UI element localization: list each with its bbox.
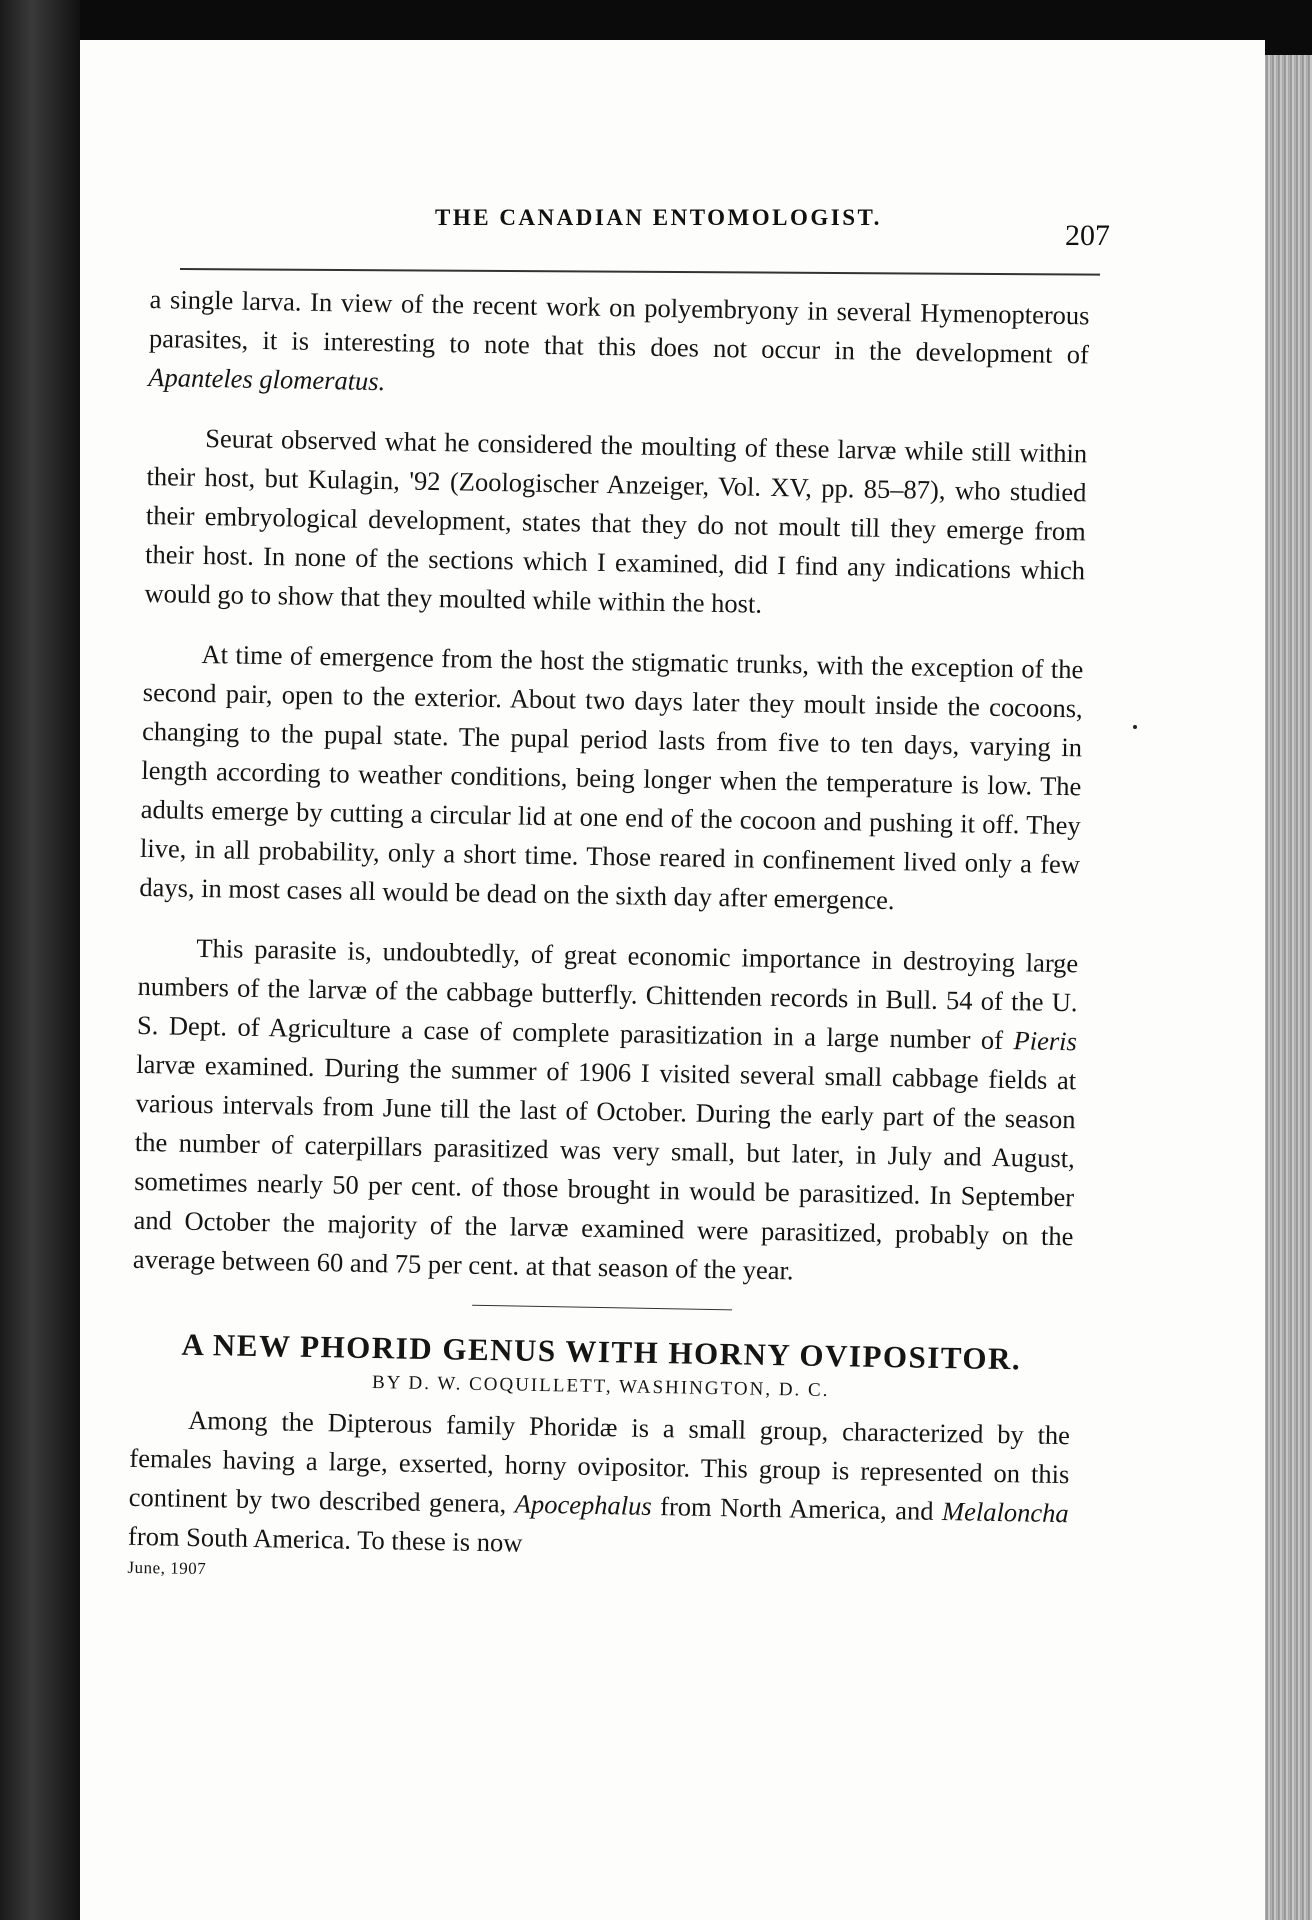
article-text-c: from South America. To these is now (127, 1520, 523, 1558)
page-edges (1265, 55, 1312, 1920)
article-text-a: Among the Dipterous family Phoridæ is a small group, characterized by the females having a large, exserted, horny ovipositor. This group is represented on this continent by two described genera, (128, 1404, 1071, 1519)
genus-name-apocephalus: Apocephalus (514, 1488, 652, 1521)
article-text-b: from North America, and (651, 1490, 943, 1527)
ink-speck (1133, 725, 1137, 729)
genus-name-melaloncha: Melaloncha (941, 1496, 1069, 1529)
running-title: THE CANADIAN ENTOMOLOGIST. (435, 205, 882, 230)
page-body (127, 280, 1090, 1594)
paragraph-1 (148, 280, 1090, 413)
paragraph-4 (133, 928, 1079, 1295)
page-number: 207 (1065, 219, 1110, 252)
article-paragraph-1 (128, 1400, 1071, 1572)
paragraph-4-text-a: This parasite is, undoubtedly, of great economic importance in destroying large numbers of the larvæ of the cabbage butterfly. Chittenden records in Bull. 54 of the U. S. Dept. of Agriculture a case of complete parasitization in a large number of (136, 932, 1079, 1056)
section-separator (472, 1305, 732, 1311)
paragraph-4-text-b: larvæ examined. During the summer of 1906 I visited several small cabbage fields at various intervals from June till the last of October. During the early part of the season the number of caterpillars parasitized was very small, but later, in July and August, sometimes nearly 50 per cent. of those brought in would be parasitized. In September and October the majority of the larvæ examined were parasitized, probably on the average between 60 and 75 per cent. at that season of the year. (132, 1048, 1077, 1286)
paragraph-3: At time of emergence from the host the stigmatic trunks, with the exception of the second pair, open to the exterior. About two days later they moult inside the cocoons, changing to the pupal state. The pupal period lasts from five to ten days, varying in length according to weather conditions, being longer when the temperature is low. The adults emerge by cutting a circular lid at one end of the cocoon and pushing it off. They live, in all probability, only a short time. Those reared in confinement lived only a few days, in most cases all would be dead on the sixth day after emergence. (139, 638, 1084, 916)
article-title: A NEW PHORID GENUS WITH HORNY OVIPOSITOR. (181, 1326, 1022, 1377)
genus-name-pieris: Pieris (1013, 1025, 1078, 1057)
page-header (180, 205, 1110, 252)
article-byline: BY D. W. COQUILLETT, WASHINGTON, D. C. (371, 1372, 830, 1402)
species-name: Apanteles glomeratus. (148, 361, 386, 397)
paragraph-1-text: a single larva. In view of the recent work on polyembryony in several Hymenopterous parasites, it is interesting to note that this does not occur in the development of (148, 283, 1090, 370)
paragraph-2: Seurat observed what he considered the moulting of these larvæ while still within their host, but Kulagin, '92 (Zoologischer Anzeiger, Vol. XV, pp. 85–87), who studied their embryological development, states that they do not moult till they emerge from their host. In none of the sections which I examined, did I find any indications which would go to show that they moulted while within the host. (144, 422, 1088, 619)
issue-date: June, 1907 (127, 1557, 207, 1579)
book-spine-shadow (0, 0, 80, 1920)
